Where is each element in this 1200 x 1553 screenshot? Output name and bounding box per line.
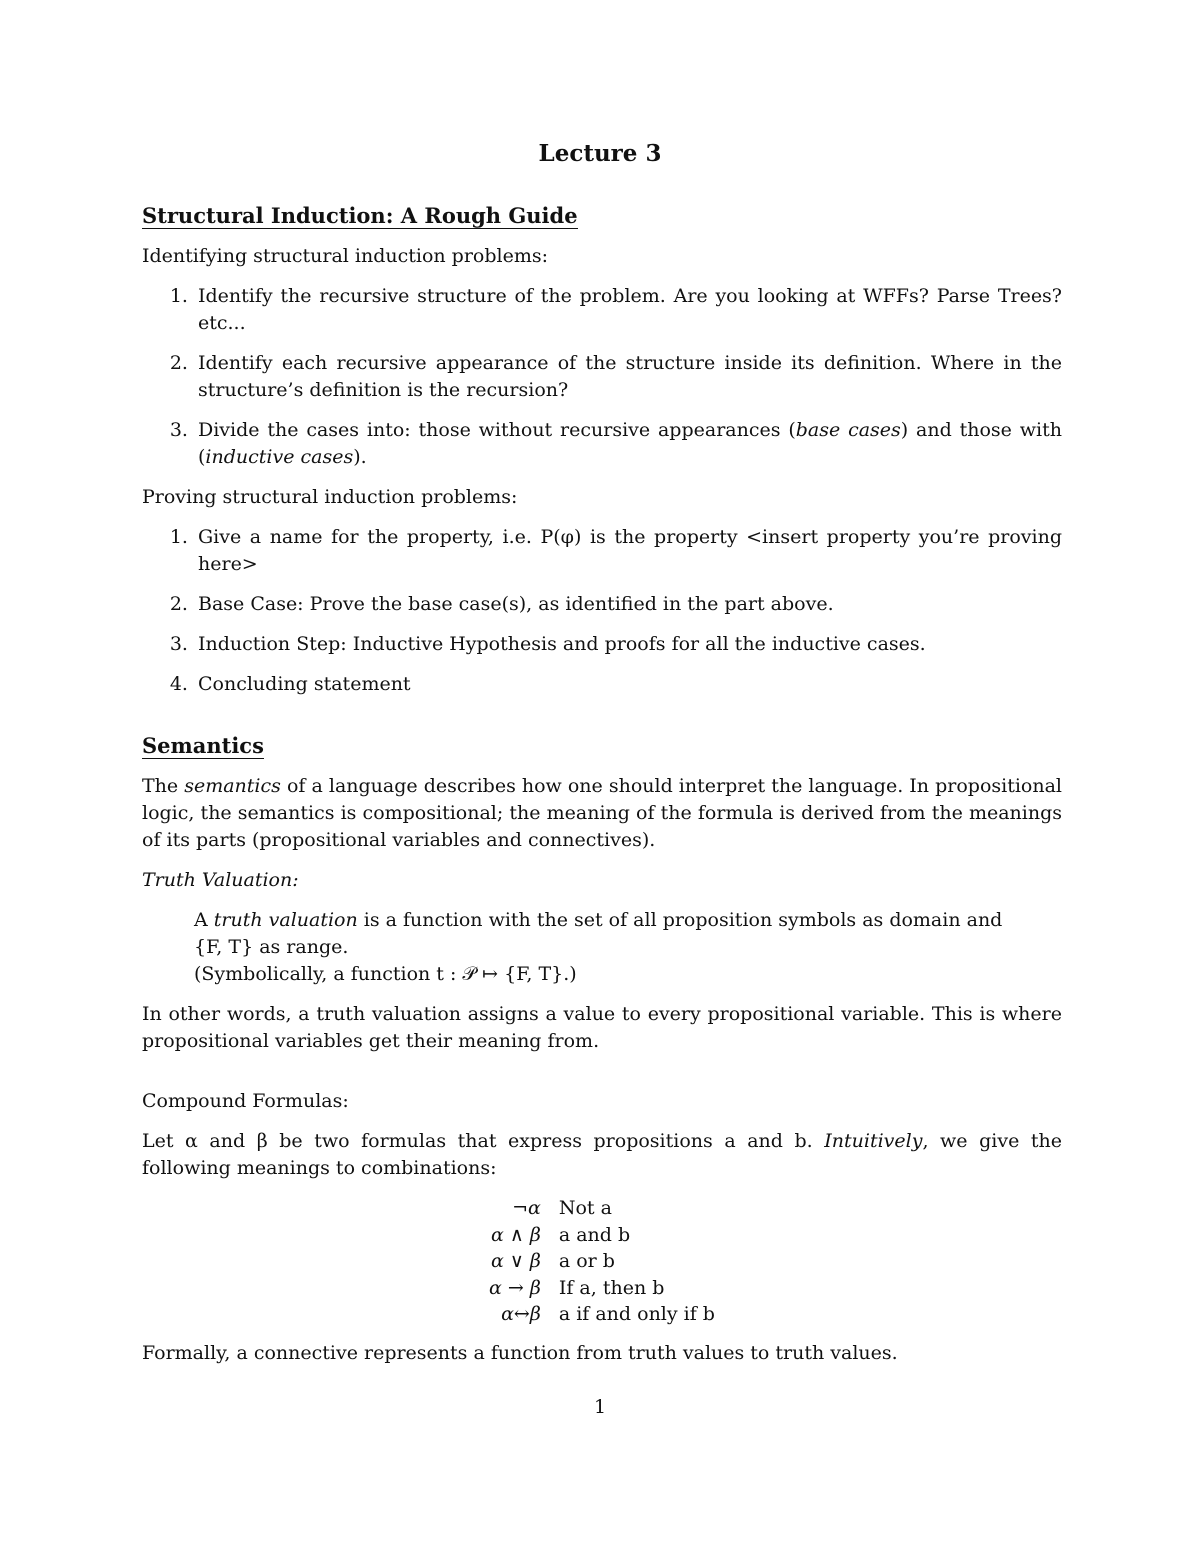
page-number: 1 bbox=[593, 1396, 607, 1418]
page-title: Lecture 3 bbox=[538, 140, 662, 167]
semantics-paragraph: The semantics of a language describes how one should interpret the language. In propositional logic, the semantics is compositional; the meaning of the formula is derived from the meanings of its parts (propositional variables and connectives). bbox=[142, 775, 1062, 851]
list-item: 3. Divide the cases into: those without recursive appearances (base cases) and those with (inductive cases). bbox=[194, 417, 1062, 471]
prove-list bbox=[142, 524, 1062, 698]
list-item: 1. Give a name for the property, i.e. P(φ) is the property <insert property you’re proving here> bbox=[194, 524, 1062, 578]
truth-valuation-explanation: In other words, a truth valuation assigns a value to every propositional variable. This is where propositional variables get their meaning from. bbox=[142, 1003, 1062, 1052]
section-heading-semantics: Semantics bbox=[142, 733, 264, 758]
prove-intro: Proving structural induction problems: bbox=[142, 486, 518, 508]
table-row: ¬α Not a bbox=[512, 1197, 612, 1219]
table-row: α↔β a if and only if b bbox=[501, 1303, 715, 1325]
compound-formulas-paragraph: Let α and β be two formulas that express propositions a and b. Intuitively, we give the following meanings to combinations: bbox=[142, 1130, 1062, 1179]
list-item: 4. Concluding statement bbox=[194, 671, 1062, 698]
list-item: 2. Base Case: Prove the base case(s), as identified in the part above. bbox=[194, 591, 1062, 618]
table-row: α ∧ β a and b bbox=[491, 1223, 631, 1246]
list-item: 2. Identify each recursive appearance of the structure inside its definition. Where in the structure’s definition is the recursion? bbox=[194, 350, 1062, 404]
connective-paragraph: Formally, a connective represents a function from truth values to truth values. bbox=[142, 1341, 898, 1364]
section-heading-structural-induction: Structural Induction: A Rough Guide bbox=[142, 203, 578, 228]
list-item: 3. Induction Step: Inductive Hypothesis and proofs for all the inductive cases. bbox=[194, 631, 1062, 658]
list-item: 1. Identify the recursive structure of the problem. Are you looking at WFFs? Parse Trees? etc... bbox=[194, 283, 1062, 337]
compound-formulas-label: Compound Formulas: bbox=[142, 1090, 349, 1112]
identify-intro: Identifying structural induction problems: bbox=[142, 245, 549, 267]
page-content bbox=[142, 203, 1062, 1380]
connectives-table bbox=[480, 1195, 724, 1328]
table-row: α ∨ β a or b bbox=[491, 1250, 615, 1272]
table-row: α → β If a, then b bbox=[489, 1276, 665, 1299]
truth-valuation-label: Truth Valuation: bbox=[142, 869, 299, 891]
identify-list bbox=[142, 283, 1062, 471]
truth-valuation-definition: A truth valuation is a function with the set of all proposition symbols as domain and {F, T} as range. (Symbolically, a function t : 𝒫 ↦ {F, T}.) bbox=[194, 909, 1003, 985]
